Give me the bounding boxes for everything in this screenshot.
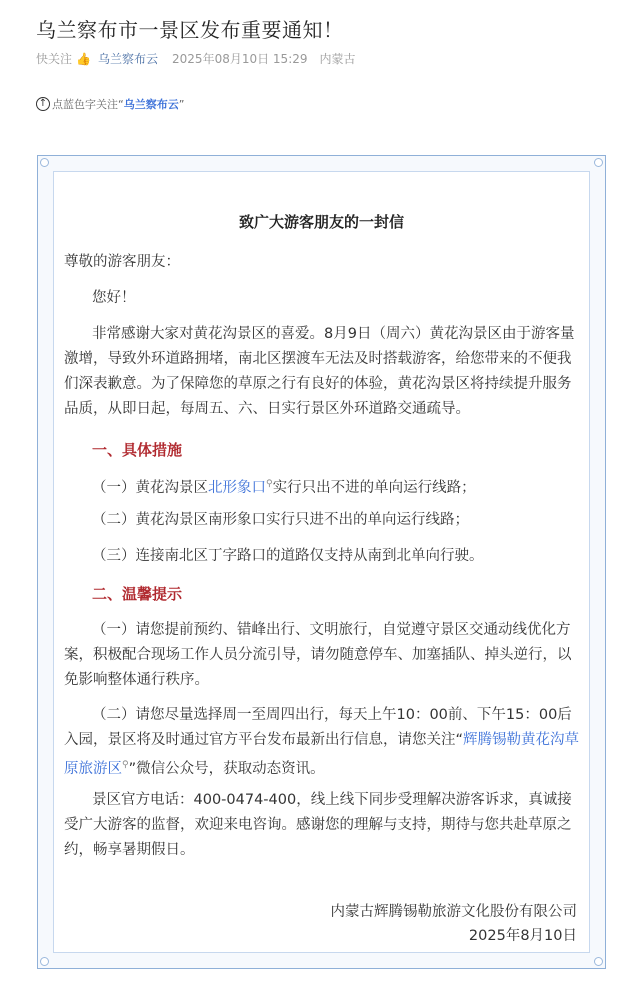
region-label: 内蒙古	[319, 52, 356, 66]
follow-hint-account-link[interactable]: 乌兰察布云	[123, 98, 179, 111]
measure-1	[92, 472, 476, 501]
tip-1-line: （一）请您提前预约、错峰出行、文明旅行，自觉遵守景区交通动线优化方	[92, 622, 571, 638]
corner-ring-icon	[40, 158, 49, 167]
measure-2: （二）黄花沟景区南形象口实行只进不出的单向运行线路；	[92, 512, 469, 528]
source-link[interactable]: 乌兰察布云	[98, 52, 159, 66]
tip-2-text: 入园，景区将及时通过官方平台发布最新出行信息，请您关注“	[64, 732, 464, 748]
signature-date: 2025年8月10日	[468, 928, 577, 944]
tip-2-line	[64, 728, 579, 753]
official-account-link[interactable]: 辉腾锡勒黄花沟草	[463, 732, 580, 748]
measure-3: （三）连接南北区丁字路口的道路仅支持从南到北单向行驶。	[92, 548, 484, 564]
follow-hint	[36, 96, 184, 112]
tip-1-line: 案，积极配合现场工作人员分流引导，请勿随意停车、加塞插队、掉头逆行，以	[64, 647, 572, 663]
north-gate-link[interactable]: 北形象口	[208, 479, 266, 496]
measure-1-prefix: （一）黄花沟景区	[92, 479, 208, 496]
intro-line: 激增，导致外环道路拥堵，南北区摆渡车无法及时搭载游客，给您带来的不便我	[64, 351, 572, 367]
letter-greeting: 您好！	[92, 290, 136, 306]
corner-ring-icon	[594, 158, 603, 167]
measure-1-suffix: 实行只出不进的单向运行线路；	[272, 479, 476, 496]
official-account-link[interactable]: 原旅游区	[64, 760, 122, 777]
intro-line: 们深表歉意。为了保障您的草原之行有良好的体验，黄花沟景区将持续提升服务	[64, 376, 572, 392]
contact-line: 景区官方电话：400-0474-400，线上线下同步受理解决游客诉求，真诚接	[92, 792, 572, 808]
follow-hint-suffix: ”	[178, 97, 185, 111]
corner-ring-icon	[40, 957, 49, 966]
search-icon: ⚲	[266, 479, 273, 489]
section-heading-tips: 二、温馨提示	[92, 585, 183, 603]
search-icon: ⚲	[122, 760, 129, 770]
letter-salutation: 尊敬的游客朋友：	[64, 254, 180, 270]
tip-1-line: 免影响整体通行秩序。	[64, 672, 209, 688]
article-meta	[36, 50, 356, 67]
contact-line: 约，畅享暑期假日。	[64, 842, 195, 858]
publish-date: 2025年08月10日 15:29	[172, 52, 308, 66]
letter-frame	[37, 155, 606, 969]
letter-paper	[53, 171, 590, 953]
corner-ring-icon	[594, 957, 603, 966]
section-heading-measures: 一、具体措施	[92, 441, 183, 459]
article-title: 乌兰察布市一景区发布重要通知！	[36, 18, 344, 42]
signature-organization: 内蒙古辉腾锡勒旅游文化股份有限公司	[330, 904, 577, 920]
contact-line: 受广大游客的监督，欢迎来电咨询。感谢您的理解与支持，期待与您共赴草原之	[64, 817, 572, 833]
intro-line: 品质，从即日起，每周五、六、日实行景区外环道路交通疏导。	[64, 401, 470, 417]
intro-line: 非常感谢大家对黄花沟景区的喜爱。8月9日（周六）黄花沟景区由于游客量	[92, 326, 575, 342]
letter-title: 致广大游客朋友的一封信	[238, 213, 404, 231]
tip-2-text: ”微信公众号，获取动态资讯。	[128, 760, 325, 777]
follow-hint-prefix: 点蓝色字关注“	[52, 98, 124, 111]
tip-2-line: （二）请您尽量选择周一至周四出行，每天上午10：00前、下午15：00后	[92, 707, 572, 723]
quick-follow-label[interactable]: 快关注	[36, 52, 73, 66]
thumbs-up-icon[interactable]: 👍	[76, 51, 91, 66]
tip-2-line	[64, 753, 325, 782]
arrow-up-icon: ↑	[36, 97, 50, 111]
